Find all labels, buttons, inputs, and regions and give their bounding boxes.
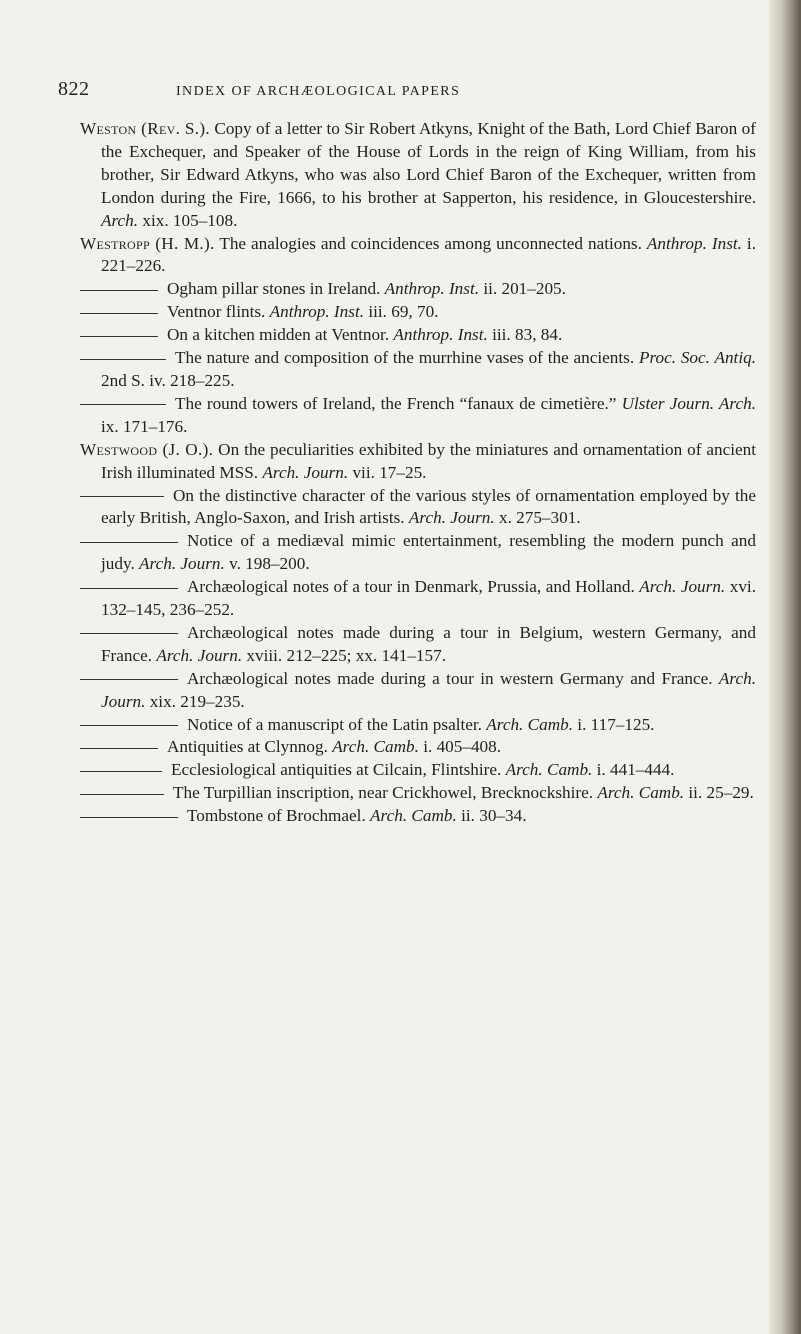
entry-title: The Turpillian inscription, near Crickhowel, Brecknockshire. [173, 783, 598, 803]
index-entry [80, 301, 756, 324]
entry-author: Westropp (H. M.). [80, 233, 215, 253]
ditto-dash [80, 313, 158, 314]
entry-source: Arch. Journ. [139, 554, 225, 574]
entry-title: Ogham pillar stones in Ireland. [167, 279, 385, 299]
index-entry [80, 622, 756, 668]
ditto-dash [80, 679, 178, 680]
entry-reference: ix. 171–176. [101, 416, 188, 436]
ditto-dash [80, 404, 166, 405]
ditto-dash [80, 771, 162, 772]
entry-reference: xviii. 212–225; xx. 141–157. [242, 645, 446, 665]
index-entry [80, 714, 756, 737]
entry-reference: ii. 201–205. [479, 279, 566, 299]
entry-reference: xix. 219–235. [145, 691, 245, 711]
ditto-dash [80, 336, 158, 337]
entry-source: Anthrop. Inst. [384, 279, 480, 299]
index-entry [80, 118, 756, 233]
index-entry [80, 233, 756, 279]
entry-title: On the distinctive character of the various styles of ornamentation employed by the early British, Anglo-Saxon, and Irish artists. [101, 485, 756, 528]
entry-title: On a kitchen midden at Ventnor. [167, 325, 394, 345]
entry-reference: i. 117–125. [573, 714, 655, 734]
ditto-dash [80, 748, 158, 749]
index-entry [80, 576, 756, 622]
page-number: 822 [58, 78, 90, 100]
entry-source: Arch. [101, 210, 139, 230]
entry-source: Ulster Journ. Arch. [621, 393, 756, 413]
entry-reference: vii. 17–25. [348, 462, 427, 482]
entry-title: Tombstone of Brochmael. [187, 806, 371, 826]
entry-reference: xvi. 132–145, 236–252. [101, 577, 757, 620]
entry-source: Anthrop. Inst. [269, 302, 365, 322]
entry-title: The round towers of Ireland, the French “fanaux de cimetière.” [175, 393, 622, 413]
entry-source: Proc. Soc. Antiq. [638, 348, 756, 368]
ditto-dash [80, 725, 178, 726]
index-entry [80, 324, 756, 347]
index-entry [80, 347, 756, 393]
entry-title: Ventnor flints. [167, 302, 270, 322]
entry-source: Arch. Journ. [101, 668, 756, 711]
index-entry [80, 439, 756, 485]
entry-source: Arch. Journ. [262, 462, 349, 482]
page-edge-shadow [769, 0, 801, 1334]
entry-reference: i. 221–226. [101, 233, 756, 276]
entry-source: Arch. Journ. [639, 577, 726, 597]
index-entry [80, 759, 756, 782]
ditto-dash [80, 496, 164, 497]
entry-reference: ii. 30–34. [456, 806, 527, 826]
index-entry [80, 530, 756, 576]
entry-source: Arch. Journ. [408, 508, 495, 528]
ditto-dash [80, 794, 164, 795]
entry-reference: 2nd S. iv. 218–225. [101, 370, 235, 390]
entry-author: Weston (Rev. S.). [80, 119, 210, 138]
entry-reference: iii. 83, 84. [487, 325, 563, 345]
ditto-dash [80, 290, 158, 291]
entry-reference: x. 275–301. [494, 508, 581, 528]
entry-source: Arch. Journ. [156, 645, 243, 665]
index-entries [80, 118, 756, 828]
entry-title: Archæological notes of a tour in Denmark, Prussia, and Holland. [187, 577, 640, 597]
entry-reference: v. 198–200. [224, 554, 310, 574]
index-entry [80, 393, 756, 439]
ditto-dash [80, 817, 178, 818]
entry-title: Antiquities at Clynnog. [167, 737, 333, 757]
entry-reference: ii. 25–29. [684, 783, 754, 803]
ditto-dash [80, 633, 178, 634]
ditto-dash [80, 542, 178, 543]
entry-title: Notice of a mediæval mimic entertainment, resembling the modern punch and judy. [101, 531, 756, 574]
entry-source: Anthrop. Inst. [646, 233, 742, 253]
entry-title: Archæological notes made during a tour in Belgium, western Germany, and France. [101, 622, 756, 665]
entry-reference: i. 405–408. [418, 737, 502, 757]
index-entry [80, 278, 756, 301]
entry-reference: xix. 105–108. [138, 210, 238, 230]
entry-title: Archæological notes made during a tour in western Germany and France. [187, 668, 719, 688]
entry-title: Copy of a letter to Sir Robert Atkyns, Knight of the Bath, Lord Chief Baron of the Exchequer, and Speaker of the House of Lords in the reign of King William, from his brother, Sir Edward Atkyns, who was also Lord Chief Baron of the Exchequer, written from London during the Fire, 1666, to his brother at Sapperton, his residence, in Gloucestershire. [101, 119, 756, 207]
entry-title: Notice of a manuscript of the Latin psalter. [187, 714, 487, 734]
entry-source: Arch. Camb. [505, 760, 593, 780]
running-title: INDEX OF ARCHÆOLOGICAL PAPERS [176, 84, 461, 99]
entry-source: Anthrop. Inst. [393, 325, 488, 345]
index-entry [80, 805, 756, 828]
index-entry [80, 782, 756, 805]
ditto-dash [80, 359, 166, 360]
entry-source: Arch. Camb. [332, 737, 419, 757]
entry-source: Arch. Camb. [486, 714, 573, 734]
entry-title: The analogies and coincidences among unconnected nations. [214, 233, 647, 253]
index-entry [80, 485, 756, 531]
entry-source: Arch. Camb. [370, 806, 457, 826]
entry-author: Westwood (J. O.). [80, 439, 214, 459]
index-entry [80, 736, 756, 759]
entry-reference: iii. 69, 70. [364, 302, 439, 322]
index-entry [80, 668, 756, 714]
entry-title: Ecclesiological antiquities at Cilcain, Flintshire. [171, 760, 506, 780]
entry-source: Arch. Camb. [597, 783, 685, 803]
entry-title: The nature and composition of the murrhine vases of the ancients. [175, 348, 639, 368]
ditto-dash [80, 588, 178, 589]
entry-reference: i. 441–444. [592, 760, 675, 780]
entry-title: On the peculiarities exhibited by the miniatures and ornamentation of ancient Irish illuminated MSS. [101, 439, 756, 482]
page-header [58, 78, 758, 102]
